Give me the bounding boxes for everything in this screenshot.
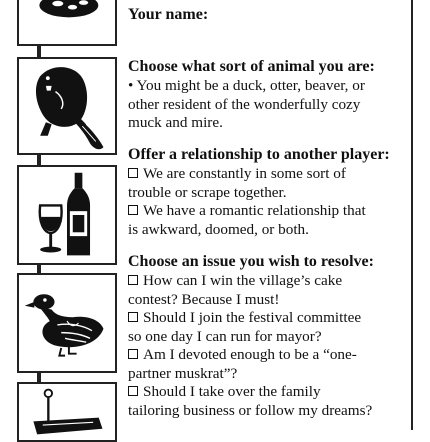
checkbox[interactable] <box>128 275 138 285</box>
option-text: contest? Because I must! <box>128 290 280 308</box>
option-text: so one day I can run for mayor? <box>128 327 322 345</box>
animal-text: muck and mire. <box>128 114 223 131</box>
sewing-basket-icon <box>17 382 117 442</box>
checkbox[interactable] <box>128 205 138 215</box>
relationship-option[interactable] <box>128 165 408 202</box>
relationship-option[interactable] <box>128 202 408 239</box>
option-text: How can I win the village’s cake <box>143 272 343 289</box>
card-border <box>411 0 413 430</box>
animal-heading: Choose what sort of animal you are: <box>128 58 375 75</box>
option-text: Am I devoted enough to be a “one- <box>143 346 357 363</box>
option-text: partner muskrat”? <box>128 364 238 382</box>
duck-icon <box>17 273 117 373</box>
option-text: We are constantly in some sort of <box>143 165 346 182</box>
option-text: tailoring business or follow my dreams? <box>128 401 373 419</box>
wine-bottle-icon <box>17 165 117 265</box>
relationship-heading: Offer a relationship to another player: <box>128 146 390 163</box>
beaver-icon <box>17 57 117 155</box>
option-text: Should I join the festival committee <box>143 309 362 326</box>
checkbox[interactable] <box>128 168 138 178</box>
issue-option[interactable] <box>128 272 408 309</box>
checkbox[interactable] <box>128 386 138 396</box>
name-prompt: Your name: <box>128 6 209 23</box>
option-text: trouble or scrape together. <box>128 183 287 201</box>
pie-icon <box>17 0 117 46</box>
issue-option[interactable] <box>128 346 408 383</box>
option-text: We have a romantic relationship that <box>143 202 366 219</box>
option-text: Should I take over the family <box>143 383 321 400</box>
issue-heading: Choose an issue you wish to resolve: <box>128 253 374 270</box>
animal-text: other resident of the wonderfully cozy <box>128 95 361 113</box>
issue-option[interactable] <box>128 309 408 346</box>
issue-option[interactable] <box>128 383 408 420</box>
checkbox[interactable] <box>128 349 138 359</box>
option-text: is awkward, doomed, or both. <box>128 220 309 238</box>
animal-text: • You might be a duck, otter, beaver, or <box>128 77 365 94</box>
checkbox[interactable] <box>128 312 138 322</box>
